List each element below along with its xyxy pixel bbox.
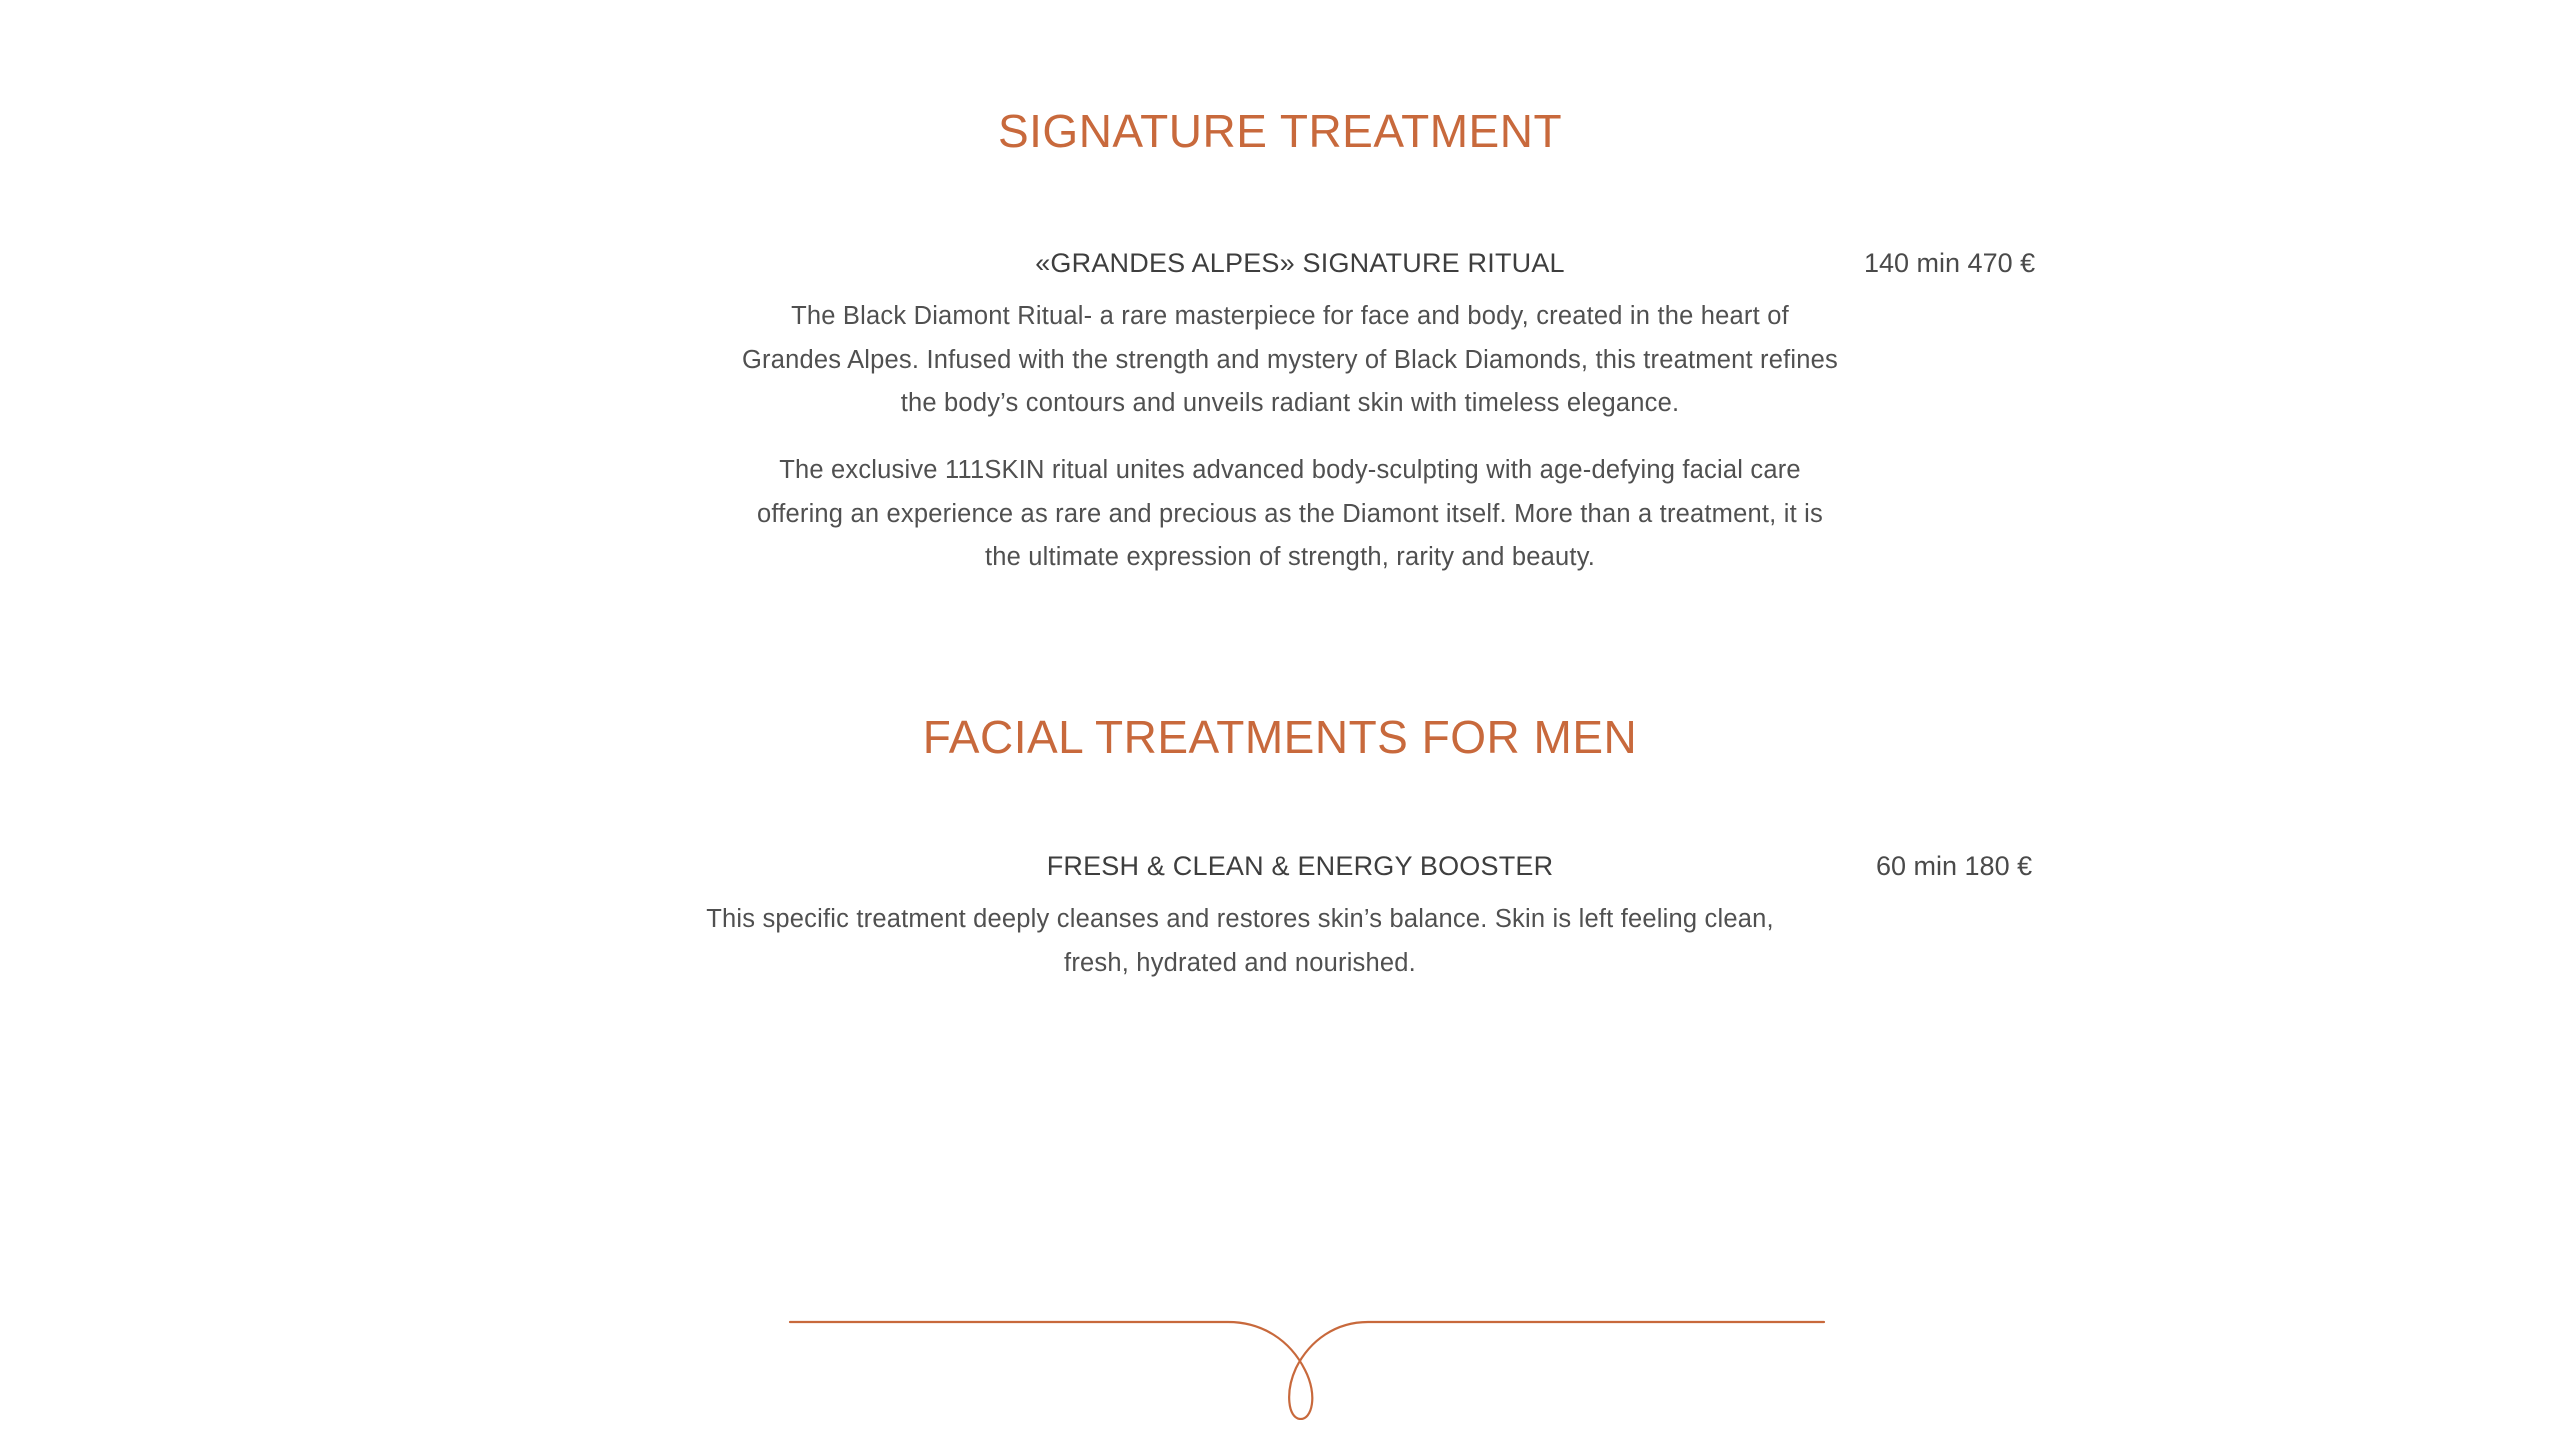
- treatment-description-paragraph-2: The exclusive 111SKIN ritual unites advanced body-sculpting with age-defying facial care offering an experience as rare and precious as the Diamont itself. More than a treatment, it is the ultimate expression of strength, rarity and beauty.: [757, 456, 1823, 571]
- section-title-signature-treatment: SIGNATURE TREATMENT: [997, 105, 1563, 157]
- treatment-description-men: This specific treatment deeply cleanses and restores skin’s balance. Skin is left feeling clean, fresh, hydrated and nourished.: [706, 905, 1774, 977]
- section-title-facial-treatments-for-men: FACIAL TREATMENTS FOR MEN: [922, 711, 1638, 763]
- treatment-name-grandes-alpes-ritual: «GRANDES ALPES» SIGNATURE RITUAL: [1035, 248, 1565, 278]
- treatment-price-grandes-alpes-ritual: 140 min 470 €: [1864, 248, 2036, 278]
- treatment-price-fresh-clean-energy-booster: 60 min 180 €: [1876, 851, 2033, 881]
- flourish-divider-icon: [0, 1280, 2560, 1420]
- treatment-description-paragraph-1: The Black Diamont Ritual- a rare masterpiece for face and body, created in the heart of Grandes Alpes. Infused with the strength and mystery of Black Diamonds, this treatment refines the body’s contours and unveils radiant skin with timeless elegance.: [742, 302, 1838, 417]
- treatment-name-fresh-clean-energy-booster: FRESH & CLEAN & ENERGY BOOSTER: [1046, 851, 1554, 881]
